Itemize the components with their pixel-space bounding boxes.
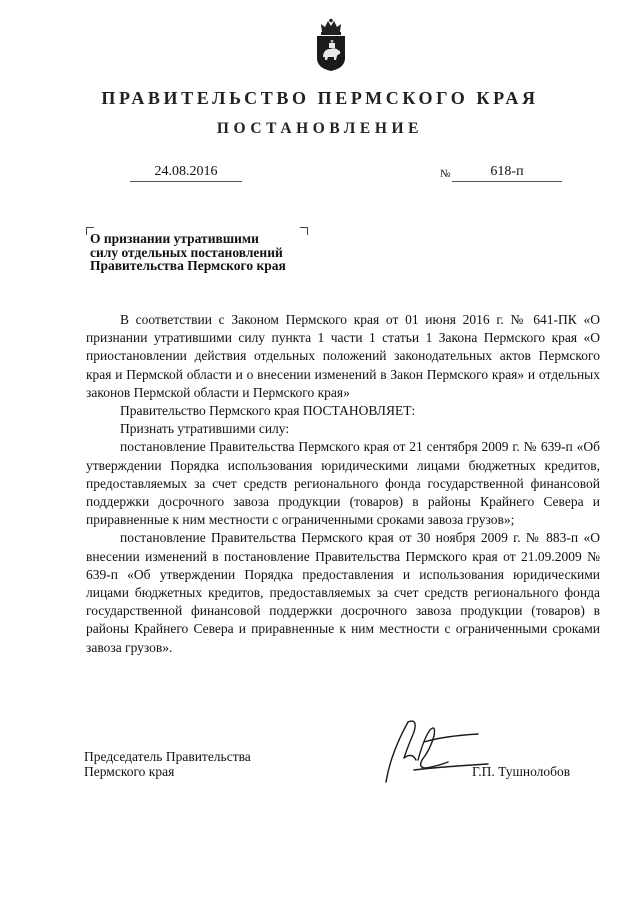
document-date: 24.08.2016 (130, 164, 242, 182)
coat-of-arms-icon (314, 18, 348, 72)
body-paragraph-preamble: В соответствии с Законом Пермского края от 01 июня 2016 г. № 641-ПК «О признании утратившими силу пункта 1 части 1 статьи 1 Закона Пермского края «О приостановлении действия отдельных положений законодательных актов Пермского края и Пермской области и о внесении изменений в Закон Пермского края» и отдельных законов Пермской области и Пермского края» (86, 312, 600, 400)
signer-name: Г.П. Тушнолобов (472, 764, 571, 779)
subject-line: О признании утратившими (90, 231, 259, 246)
subject-line: силу отдельных постановлений (90, 244, 283, 260)
subject-line: Правительства Пермского края (90, 258, 286, 273)
document-subject (90, 232, 286, 273)
signer-title-line: Председатель Правительства (84, 749, 251, 764)
document-type: ПОСТАНОВЛЕНИЕ (216, 120, 424, 137)
body-paragraph-repeal-intro: Признать утратившими силу: (120, 421, 290, 437)
subject-corner-right (300, 227, 308, 235)
body-paragraph-item-1: постановление Правительства Пермского края от 21 сентября 2009 г. № 639-п «Об утверждении Порядка использования юридическими лицами бюджетных кредитов, предоставляемых за счет средств регионального фонда государственной финансовой поддержки досрочного завоза продукции (товаров) в районы Крайнего Севера и приравненные к ним местности с ограниченными сроками завоза грузов»; (86, 439, 600, 528)
signer-title (84, 749, 251, 779)
document-body (86, 311, 600, 657)
number-sign: № (440, 168, 451, 180)
government-title: ПРАВИТЕЛЬСТВО ПЕРМСКОГО КРАЯ (101, 88, 539, 108)
body-paragraph-item-2: постановление Правительства Пермского края от 30 ноября 2009 г. № 883-п «О внесении изменений в постановление Правительства Пермского края от 21.09.2009 № 639-п «Об утверждении Порядка предоставления и использования юридическими лицами бюджетных кредитов, предоставляемых за счет средств регионального фонда государственной финансовой поддержки досрочного завоза продукции (товаров) в районы Крайнего Севера и приравненные к ним местности с ограниченными сроками завоза грузов». (86, 530, 600, 655)
document-number: 618-п (452, 164, 562, 182)
body-paragraph-resolves: Правительство Пермского края ПОСТАНОВЛЯЕТ: (120, 403, 416, 419)
signer-title-line: Пермского края (84, 764, 175, 779)
